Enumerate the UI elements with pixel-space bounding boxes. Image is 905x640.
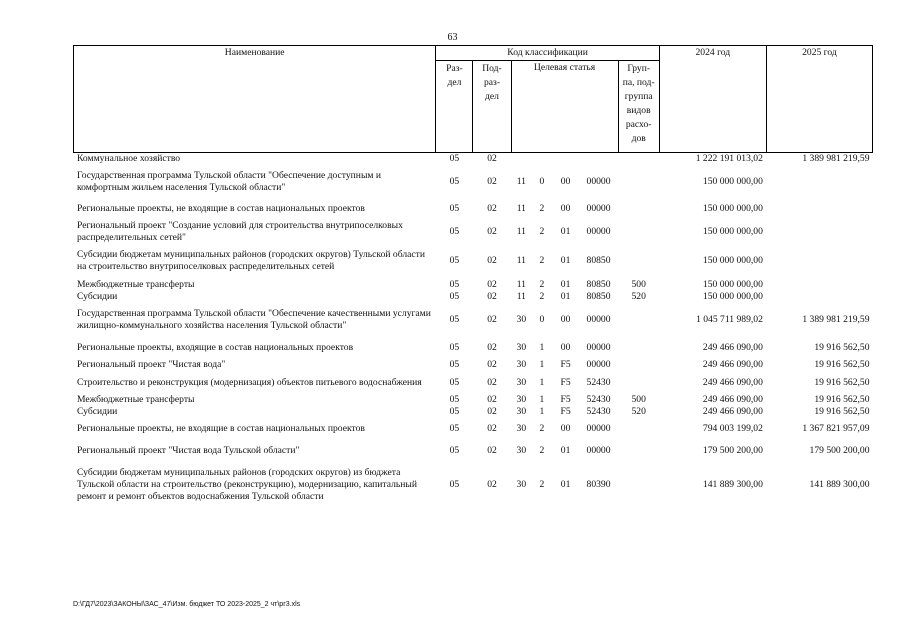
row-amount-2024: 150 000 000,00 <box>702 255 763 267</box>
row-target-program: 30 <box>516 313 527 325</box>
row-target-program: 30 <box>516 444 527 456</box>
row-target-event: F5 <box>560 376 571 388</box>
row-target-subprogram: 1 <box>539 406 545 418</box>
row-target-subprogram: 2 <box>539 255 545 267</box>
row-amount-2025: 179 500 200,00 <box>809 444 870 456</box>
row-expense-group <box>618 165 659 198</box>
row-amount-2024: 794 003 199,02 <box>702 422 763 434</box>
row-podrazdel: 02 <box>487 444 497 456</box>
row-razdel: 05 <box>449 422 460 434</box>
table-body <box>74 153 873 508</box>
row-amount-2024: 150 000 000,00 <box>702 202 763 214</box>
row-amount-2024: 150 000 000,00 <box>702 225 763 237</box>
row-razdel: 05 <box>449 478 460 490</box>
row-target-event: 01 <box>560 255 571 267</box>
row-target-program: 11 <box>516 278 526 290</box>
row-target-direction: 52430 <box>586 406 611 418</box>
row-amount-2025: 1 389 981 219,59 <box>802 153 870 164</box>
table-row <box>74 461 873 507</box>
row-target-subprogram: 2 <box>539 202 545 214</box>
row-target-subprogram: 1 <box>539 376 545 388</box>
row-amount-2025: 1 389 981 219,59 <box>802 313 870 325</box>
row-target-program: 30 <box>516 376 527 388</box>
header-row-1 <box>74 46 873 61</box>
row-razdel: 05 <box>449 406 460 418</box>
header-group: Груп- па, под- группа видов расхо- дов <box>618 61 659 153</box>
row-amount-2024: 150 000 000,00 <box>702 278 763 290</box>
row-podrazdel: 02 <box>487 406 497 418</box>
row-target-direction: 52430 <box>586 394 611 406</box>
row-expense-group: 500 <box>631 394 646 406</box>
row-target-program <box>511 153 532 166</box>
row-amount-2024: 141 889 300,00 <box>702 478 763 490</box>
table-row <box>74 359 873 371</box>
row-target-program: 11 <box>516 175 526 187</box>
row-target-direction: 00000 <box>586 175 611 187</box>
row-amount-2025: 19 916 562,50 <box>814 376 870 388</box>
row-target-subprogram: 1 <box>539 394 545 406</box>
row-name: Региональный проект "Чистая вода" <box>77 358 226 370</box>
row-target-program: 11 <box>516 290 526 302</box>
table-row <box>74 153 873 166</box>
row-name: Субсидии бюджетам муниципальных районов (городских округов) Тульской области на строительство внутрипоселковых распределительных сетей <box>77 249 425 273</box>
row-amount-2024: 249 466 090,00 <box>702 394 763 406</box>
row-podrazdel: 02 <box>487 358 497 370</box>
row-amount-2025 <box>766 220 872 244</box>
row-razdel: 05 <box>449 394 460 406</box>
row-razdel: 05 <box>449 376 460 388</box>
row-amount-2024: 150 000 000,00 <box>702 290 763 302</box>
row-name: Региональные проекты, не входящие в состав национальных проектов <box>77 202 365 214</box>
row-target-subprogram: 2 <box>539 278 545 290</box>
table-row <box>74 165 873 198</box>
table-row <box>74 291 873 303</box>
row-target-direction: 00000 <box>586 202 611 214</box>
row-podrazdel: 02 <box>487 422 497 434</box>
row-target-event: 00 <box>560 175 571 187</box>
row-amount-2025: 19 916 562,50 <box>814 342 870 354</box>
row-razdel: 05 <box>449 153 460 164</box>
row-target-program: 30 <box>516 422 527 434</box>
row-target-program: 30 <box>516 358 527 370</box>
row-name: Субсидии <box>77 406 118 418</box>
header-razdel: Раз- дел <box>436 61 473 153</box>
row-amount-2025: 141 889 300,00 <box>809 478 870 490</box>
header-name: Наименование <box>74 46 436 153</box>
row-amount-2024: 249 466 090,00 <box>702 342 763 354</box>
row-name: Региональные проекты, входящие в состав национальных проектов <box>77 342 354 354</box>
row-razdel: 05 <box>449 175 460 187</box>
row-name: Государственная программа Тульской области "Обеспечение качественными услугами жилищно-коммунального хозяйства населения Тульской области" <box>77 307 431 331</box>
table-row <box>74 418 873 440</box>
row-target-subprogram: 2 <box>539 225 545 237</box>
row-target-subprogram: 2 <box>539 444 545 456</box>
row-podrazdel: 02 <box>487 478 497 490</box>
row-target-direction: 80850 <box>586 278 611 290</box>
header-year-2024: 2024 год <box>659 46 766 153</box>
row-amount-2024: 179 500 200,00 <box>702 444 763 456</box>
row-target-event: 01 <box>560 278 571 290</box>
row-target-subprogram: 1 <box>539 358 545 370</box>
row-podrazdel: 02 <box>487 278 497 290</box>
row-target-subprogram: 1 <box>539 342 545 354</box>
row-amount-2025 <box>766 291 872 303</box>
row-podrazdel: 02 <box>487 376 497 388</box>
row-podrazdel: 02 <box>487 153 497 164</box>
row-target-direction: 00000 <box>586 313 611 325</box>
table-row <box>74 303 873 338</box>
row-target-event: 01 <box>560 444 571 456</box>
row-target-direction: 00000 <box>586 225 611 237</box>
table-row <box>74 371 873 394</box>
row-target-event: F5 <box>560 394 571 406</box>
row-target-subprogram: 2 <box>539 478 545 490</box>
row-target-program: 11 <box>516 255 526 267</box>
file-path-footer: D:\ГД7\2023\ЗАКОНЫ\ЗАС_47\Изм. бюджет ТО 2023-2025_2 чт\рг3.xls <box>73 601 301 608</box>
row-expense-group <box>618 153 659 166</box>
header-target-article: Целевая статья <box>511 61 618 153</box>
row-razdel: 05 <box>449 290 460 302</box>
row-expense-group <box>618 198 659 220</box>
row-target-direction: 80850 <box>586 290 611 302</box>
row-target-direction: 52430 <box>586 376 611 388</box>
row-name: Государственная программа Тульской области "Обеспечение доступным и комфортным жильем населения Тульской области" <box>77 169 381 193</box>
row-expense-group <box>618 244 659 279</box>
row-name: Коммунальное хозяйство <box>77 153 181 164</box>
row-podrazdel: 02 <box>487 394 497 406</box>
row-target-direction: 00000 <box>586 342 611 354</box>
row-podrazdel: 02 <box>487 313 497 325</box>
row-target-program: 30 <box>516 406 527 418</box>
row-name: Межбюджетные трансферты <box>77 394 195 406</box>
row-amount-2025: 1 367 821 957,09 <box>802 422 870 434</box>
row-expense-group <box>618 220 659 244</box>
row-amount-2024: 249 466 090,00 <box>702 406 763 418</box>
table-row <box>74 337 873 359</box>
row-expense-group: 500 <box>631 278 646 290</box>
row-target-direction: 00000 <box>586 444 611 456</box>
table-row <box>74 220 873 244</box>
row-expense-group <box>618 371 659 394</box>
row-razdel: 05 <box>449 358 460 370</box>
header-year-2025: 2025 год <box>766 46 872 153</box>
row-expense-group <box>618 418 659 440</box>
table-row <box>74 279 873 291</box>
row-name: Региональный проект "Создание условий для строительства внутрипоселковых распределительных сетей" <box>77 219 403 243</box>
row-target-event: 01 <box>560 478 571 490</box>
row-target-event: 00 <box>560 202 571 214</box>
header-code-group: Код классификации <box>436 46 659 61</box>
row-target-direction: 00000 <box>586 358 611 370</box>
row-target-event: 00 <box>560 422 571 434</box>
row-target-program: 11 <box>516 225 526 237</box>
row-expense-group <box>618 337 659 359</box>
row-amount-2025 <box>766 198 872 220</box>
row-amount-2025 <box>766 244 872 279</box>
row-expense-group <box>618 440 659 462</box>
row-amount-2025: 19 916 562,50 <box>814 406 870 418</box>
row-amount-2024: 1 045 711 989,02 <box>696 313 763 325</box>
row-target-program: 30 <box>516 394 527 406</box>
row-target-program: 30 <box>516 478 527 490</box>
row-podrazdel: 02 <box>487 342 497 354</box>
row-target-direction: 00000 <box>586 422 611 434</box>
row-target-direction <box>579 153 618 166</box>
row-amount-2025: 19 916 562,50 <box>814 358 870 370</box>
row-podrazdel: 02 <box>487 202 497 214</box>
row-target-subprogram: 2 <box>539 422 545 434</box>
row-name: Региональный проект "Чистая вода Тульской области" <box>77 444 300 456</box>
table-row <box>74 406 873 418</box>
row-name: Строительство и реконструкция (модернизация) объектов питьевого водоснабжения <box>77 376 422 388</box>
row-target-event: 00 <box>560 342 571 354</box>
table-row <box>74 244 873 279</box>
budget-table <box>73 45 873 508</box>
row-target-event: F5 <box>560 358 571 370</box>
row-target-event: F5 <box>560 406 571 418</box>
table-row <box>74 440 873 462</box>
row-target-event: 01 <box>560 225 571 237</box>
row-razdel: 05 <box>449 278 460 290</box>
row-target-direction: 80390 <box>586 478 611 490</box>
row-amount-2024: 150 000 000,00 <box>702 175 763 187</box>
row-podrazdel: 02 <box>487 290 497 302</box>
row-amount-2025: 19 916 562,50 <box>814 394 870 406</box>
row-amount-2025 <box>766 165 872 198</box>
row-target-subprogram: 2 <box>539 290 545 302</box>
row-amount-2024: 249 466 090,00 <box>702 358 763 370</box>
row-razdel: 05 <box>449 255 460 267</box>
row-expense-group <box>618 359 659 371</box>
table-row <box>74 394 873 406</box>
row-razdel: 05 <box>449 225 460 237</box>
row-podrazdel: 02 <box>487 255 497 267</box>
row-target-subprogram: 0 <box>539 313 545 325</box>
row-razdel: 05 <box>449 342 460 354</box>
row-target-subprogram <box>532 153 553 166</box>
row-name: Межбюджетные трансферты <box>77 278 195 290</box>
row-razdel: 05 <box>449 202 460 214</box>
header-podrazdel: Под- раз- дел <box>473 61 511 153</box>
row-amount-2025 <box>766 279 872 291</box>
row-name: Субсидии <box>77 290 118 302</box>
row-target-program: 30 <box>516 342 527 354</box>
row-name: Региональные проекты, не входящие в состав национальных проектов <box>77 422 365 434</box>
row-razdel: 05 <box>449 444 460 456</box>
row-podrazdel: 02 <box>487 225 497 237</box>
table-row <box>74 198 873 220</box>
row-target-event: 00 <box>560 313 571 325</box>
row-amount-2024: 249 466 090,00 <box>702 376 763 388</box>
row-target-event: 01 <box>560 290 571 302</box>
row-expense-group <box>618 461 659 507</box>
row-target-subprogram: 0 <box>539 175 545 187</box>
row-amount-2024: 1 222 191 013,02 <box>695 153 763 164</box>
row-podrazdel: 02 <box>487 175 497 187</box>
row-name: Субсидии бюджетам муниципальных районов (городских округов) из бюджета Тульской области на строительство (реконструкцию), модернизацию, капитальный ремонт и ремонт объектов водоснабжения Тульской области <box>77 466 417 502</box>
row-target-program: 11 <box>516 202 526 214</box>
page-number: 63 <box>447 32 458 43</box>
row-expense-group: 520 <box>631 406 646 418</box>
row-target-direction: 80850 <box>586 255 611 267</box>
row-expense-group <box>618 303 659 338</box>
row-target-event <box>552 153 579 166</box>
row-expense-group: 520 <box>631 290 646 302</box>
row-razdel: 05 <box>449 313 460 325</box>
